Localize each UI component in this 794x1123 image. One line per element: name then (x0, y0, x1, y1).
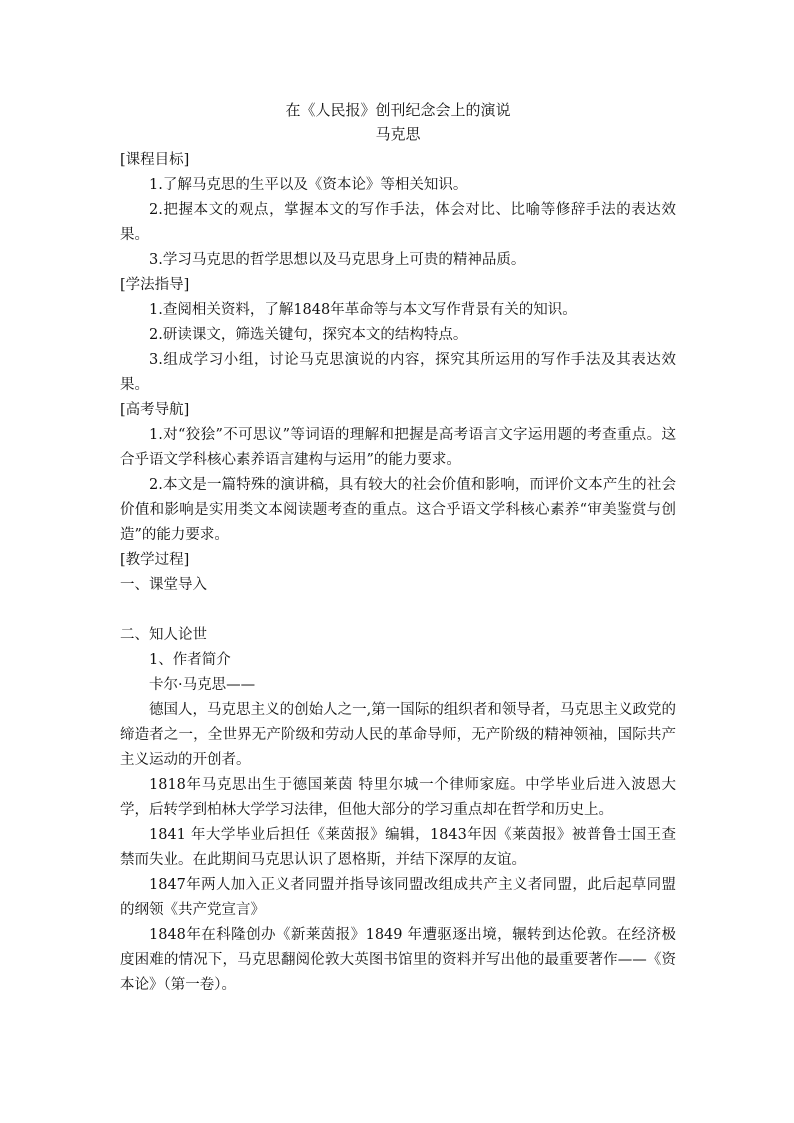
guidance-item: 2.研读课文，筛选关键句，探究本文的结构特点。 (149, 327, 468, 343)
bio-paragraph: 1818年马克思出生于德国莱茵 特里尔城一个律师家庭。中学毕业后进入波恩大学，后转学到柏林大学学习法律，但他大部分的学习重点却在哲学和历史上。 (120, 777, 676, 818)
section-heading-objectives: [课程目标] (120, 152, 190, 168)
blank-line (120, 598, 676, 623)
document-page (120, 98, 676, 998)
exam-item: 2.本文是一篇特殊的演讲稿，具有较大的社会价值和影响，而评价文本产生的社会价值和影响是实用类文本阅读题考查的重点。这合乎语文学科核心素养“审美鉴赏与创造”的能力要求。 (120, 477, 676, 543)
document-author: 马克思 (375, 125, 421, 143)
guidance-item: 1.查阅相关资料，了解1848年革命等与本文写作背景有关的知识。 (149, 302, 577, 318)
bio-paragraph: 德国人，马克思主义的创始人之一,第一国际的组织者和领导者，马克思主义政党的缔造者之一，全世界无产阶级和劳动人民的革命导师，无产阶级的精神领袖，国际共产主义运动的开创者。 (120, 702, 676, 768)
section-heading-exam: [高考导航] (120, 402, 190, 418)
objective-item: 1.了解马克思的生平以及《资本论》等相关知识。 (149, 177, 468, 193)
objective-item: 2.把握本文的观点，掌握本文的写作手法，体会对比、比喻等修辞手法的表达效果。 (120, 202, 676, 243)
process-part-background: 二、知人论世 (120, 627, 207, 643)
process-part-intro: 一、课堂导入 (120, 577, 207, 593)
document-title: 在《人民报》创刊纪念会上的演说 (285, 101, 511, 119)
bio-paragraph: 1841 年大学毕业后担任《莱茵报》编辑，1843年因《莱茵报》被普鲁士国王查禁而失业。在此期间马克思认识了恩格斯，并结下深厚的友谊。 (120, 827, 676, 868)
exam-item: 1.对“狡狯”不可思议”等词语的理解和把握是高考语言文字运用题的考查重点。这合乎语文学科核心素养语言建构与运用”的能力要求。 (120, 427, 676, 468)
bio-paragraph: 1848年在科隆创办《新莱茵报》1849 年遭驱逐出境，辗转到达伦敦。在经济极度困难的情况下，马克思翻阅伦敦大英图书馆里的资料并写出他的最重要著作——《资本论》（第一卷）。 (120, 927, 676, 993)
guidance-item: 3.组成学习小组，讨论马克思演说的内容，探究其所运用的写作手法及其表达效果。 (120, 352, 676, 393)
bio-paragraph: 1847年两人加入正义者同盟并指导该同盟改组成共产主义者同盟，此后起草同盟的纲领《共产党宣言》 (120, 877, 676, 918)
author-name-line: 卡尔·马克思—— (149, 677, 256, 693)
objective-item: 3.学习马克思的哲学思想以及马克思身上可贵的精神品质。 (149, 252, 526, 268)
section-heading-guidance: [学法指导] (120, 277, 190, 293)
section-heading-process: [教学过程] (120, 552, 190, 568)
process-subheading-author: 1、作者简介 (149, 652, 231, 668)
